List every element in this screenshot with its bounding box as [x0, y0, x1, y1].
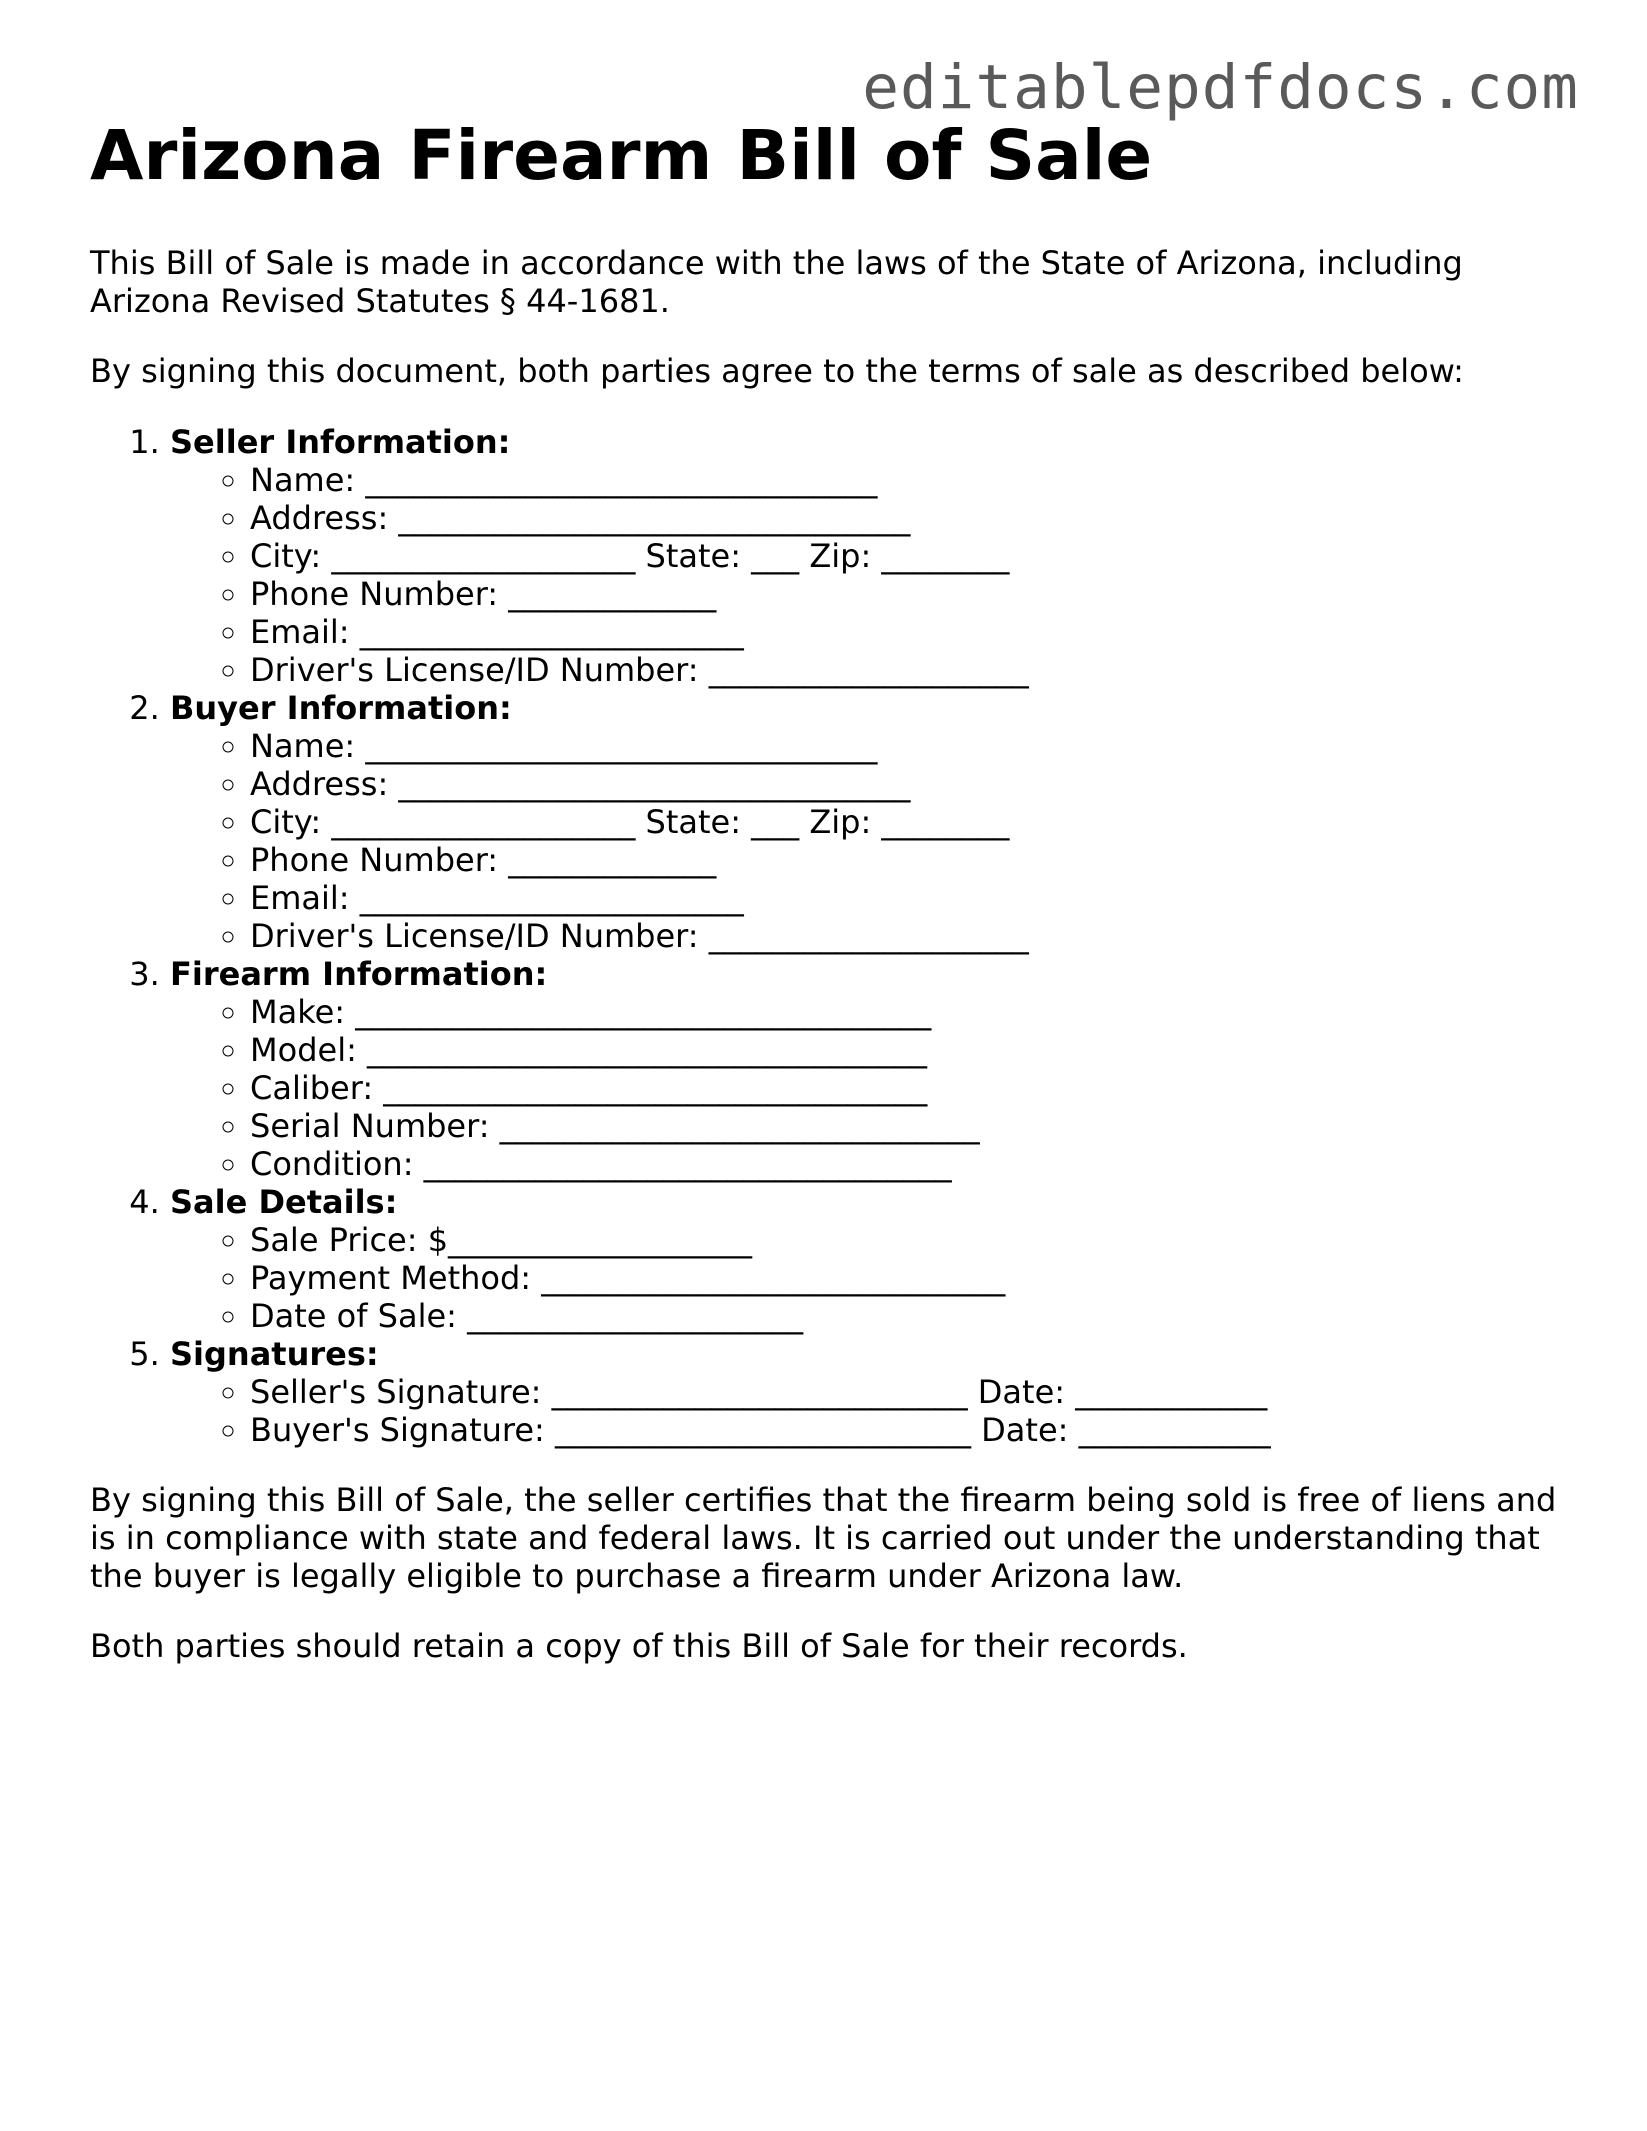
buyer-fields — [170, 727, 1570, 955]
seller-name-field[interactable]: ◦ Name: ________________________________ — [250, 461, 1570, 499]
agreement-paragraph: By signing this document, both parties agree to the terms of sale as described below: — [90, 352, 1464, 390]
section-title: Seller Information: — [170, 423, 511, 461]
site-watermark: editablepdfdocs.com — [862, 52, 1579, 123]
buyer-signature-field[interactable]: ◦ Buyer's Signature: __________________________ Date: ____________ — [250, 1411, 1570, 1449]
seller-address-field[interactable]: ◦ Address: ________________________________ — [250, 499, 1570, 537]
document-page — [90, 110, 1570, 1665]
section-title: Buyer Information: — [170, 689, 512, 727]
seller-license-field[interactable]: ◦ Driver's License/ID Number: ____________________ — [250, 651, 1570, 689]
retain-paragraph: Both parties should retain a copy of this Bill of Sale for their records. — [90, 1627, 1188, 1665]
seller-email-field[interactable]: ◦ Email: ________________________ — [250, 613, 1570, 651]
section-signatures — [170, 1335, 1570, 1449]
intro-paragraph: This Bill of Sale is made in accordance with the laws of the State of Arizona, including Arizona Revised Statutes § 44-1681. — [90, 244, 1463, 320]
section-buyer — [170, 689, 1570, 955]
section-title: Signatures: — [170, 1335, 379, 1373]
firearm-make-field[interactable]: ◦ Make: ____________________________________ — [250, 993, 1570, 1031]
seller-fields — [170, 461, 1570, 689]
seller-phone-field[interactable]: ◦ Phone Number: _____________ — [250, 575, 1570, 613]
buyer-name-field[interactable]: ◦ Name: ________________________________ — [250, 727, 1570, 765]
section-sale-details — [170, 1183, 1570, 1335]
section-title: Firearm Information: — [170, 955, 548, 993]
payment-method-field[interactable]: ◦ Payment Method: _____________________________ — [250, 1259, 1570, 1297]
firearm-caliber-field[interactable]: ◦ Caliber: __________________________________ — [250, 1069, 1570, 1107]
sale-fields — [170, 1221, 1570, 1335]
buyer-license-field[interactable]: ◦ Driver's License/ID Number: ____________________ — [250, 917, 1570, 955]
firearm-condition-field[interactable]: ◦ Condition: _________________________________ — [250, 1145, 1570, 1183]
seller-signature-field[interactable]: ◦ Seller's Signature: __________________________ Date: ____________ — [250, 1373, 1570, 1411]
sections-list — [90, 423, 1570, 1449]
date-of-sale-field[interactable]: ◦ Date of Sale: _____________________ — [250, 1297, 1570, 1335]
section-seller — [170, 423, 1570, 689]
buyer-city-state-zip-field[interactable]: ◦ City: ___________________ State: ___ Zip: ________ — [250, 803, 1570, 841]
firearm-model-field[interactable]: ◦ Model: ___________________________________ — [250, 1031, 1570, 1069]
sale-price-field[interactable]: ◦ Sale Price: $___________________ — [250, 1221, 1570, 1259]
document-title: Arizona Firearm Bill of Sale — [90, 116, 1153, 196]
signature-fields — [170, 1373, 1570, 1449]
buyer-address-field[interactable]: ◦ Address: ________________________________ — [250, 765, 1570, 803]
certification-paragraph: By signing this Bill of Sale, the seller certifies that the firearm being sold is free of liens and is in compliance with state and federal laws. It is carried out under the understanding that the buyer is legally eligible to purchase a firearm under Arizona law. — [90, 1481, 1557, 1595]
firearm-serial-field[interactable]: ◦ Serial Number: ______________________________ — [250, 1107, 1570, 1145]
section-title: Sale Details: — [170, 1183, 398, 1221]
section-firearm — [170, 955, 1570, 1183]
buyer-email-field[interactable]: ◦ Email: ________________________ — [250, 879, 1570, 917]
seller-city-state-zip-field[interactable]: ◦ City: ___________________ State: ___ Zip: ________ — [250, 537, 1570, 575]
buyer-phone-field[interactable]: ◦ Phone Number: _____________ — [250, 841, 1570, 879]
firearm-fields — [170, 993, 1570, 1183]
